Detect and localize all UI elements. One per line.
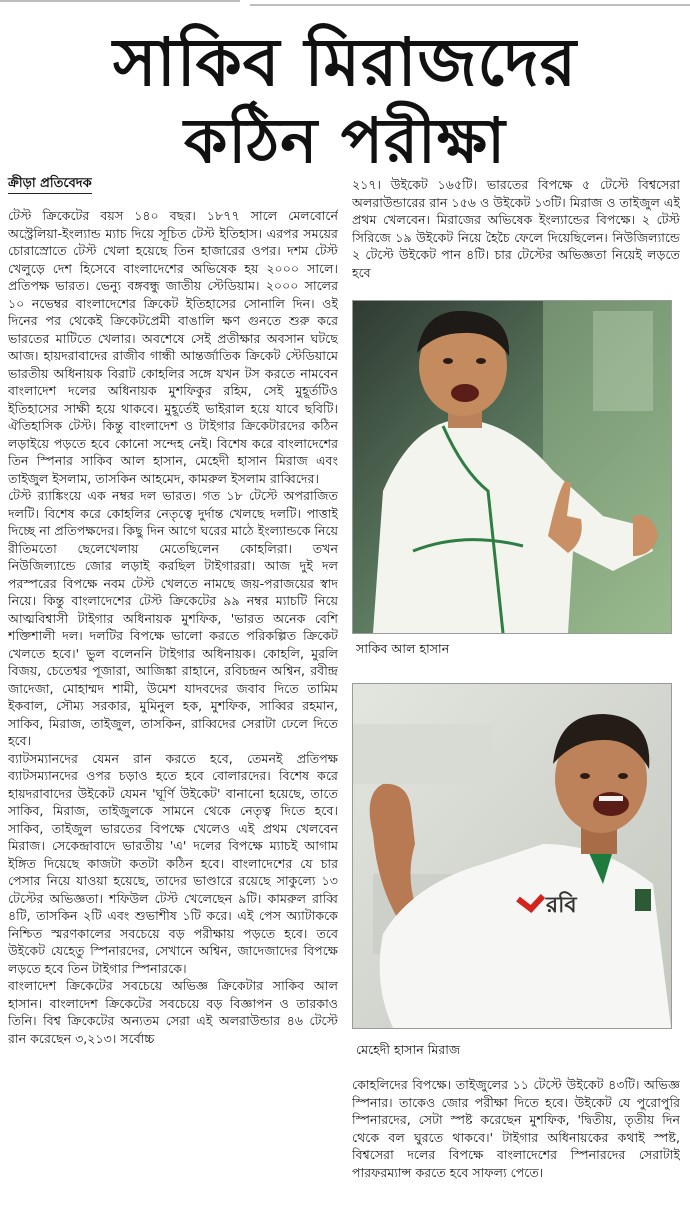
- article-paragraph: টেস্ট র‌্যাঙ্কিংয়ে এক নম্বর দল ভারত। গত ১৮ টেস্টে অপরাজিত দলটি। বিশেষ করে কোহলির নেতৃত্বে দুর্দান্ত খেলছে দলটি। পাত্তাই দিচ্ছে না প্রতিপক্ষদের। কিছু দিন আগে ঘরের মাঠে ইংল্যান্ডকে নিয়ে রীতিমতো ছেলেখেলায় মেতেছিলেন কোহলিরা। তখন নিউজিল্যান্ডে জোর লড়াই করছিল টাইগাররা। আজ দুই দল পরস্পরের বিপক্ষে নবম টেস্ট খেলতে নামছে জয়-পরাজয়ের স্বাদ নিয়ে। কিন্তু বাংলাদেশের টেস্ট ক্রিকেটের ৯৯ নম্বর ম্যাচটি নিয়ে আত্মবিশ্বাসী টাইগার অধিনায়ক মুশফিক, 'ভারত অনেক বেশি শক্তিশালী দল। দলটির বিপক্ষে ভালো করতে পরিকল্পিত ক্রিকেট খেলতে হবে।' ভুল বলেননি টাইগার অধিনায়ক। কোহলি, মুরলি বিজয়, চেতেশ্বর পূজারা, আজিঙ্কা রাহানে, রবিচন্দ্রন অশ্বিন, রবীন্দ্র জাদেজা, মোহাম্মদ শামী, উমেশ যাদবদের জবাব দিতে তামিম ইকবাল, সৌম্য সরকার, মুমিনুল হক, মুশফিক, সাব্বির রহমান, সাকিব, মিরাজ, তাইজুল, তাসকিন, রাব্বিদের সেরাটা ঢেলে দিতে হবে।: [8, 488, 338, 748]
- miraz-photo: [352, 683, 672, 1029]
- article-paragraph: বাংলাদেশ ক্রিকেটের সবচেয়ে অভিজ্ঞ ক্রিকেটার সাকিব আল হাসান। বাংলাদেশ ক্রিকেটের সবচেয়ে বড় বিজ্ঞাপন ও তারকাও তিনি। বিশ্ব ক্রিকেটের অন্যতম সেরা এই অলরাউন্ডার ৪৬ টেস্টে রান করেছেন ৩,২১৩। সর্বোচ্চ: [8, 978, 338, 1046]
- article-paragraph: টেস্ট ক্রিকেটের বয়স ১৪০ বছর। ১৮৭৭ সালে মেলবোর্নে অস্ট্রেলিয়া-ইংল্যান্ড ম্যাচ দিয়ে সূচিত টেস্ট ইতিহাস। এরপর সময়ের চোরাস্রোতে টেস্ট খেলা হয়েছে তিন হাজারের ওপর। দশম টেস্ট খেলুড়ে দেশ হিসেবে বাংলাদেশের অভিষেক হয় ২০০০ সালে। প্রতিপক্ষ ভারত। ভেন্যু বঙ্গবন্ধু জাতীয় স্টেডিয়াম। ২০০০ সালের ১০ নভেম্বর বাংলাদেশের ক্রিকেট ইতিহাসের সোনালি দিন। ওই দিনের পর থেকেই ক্রিকেটপ্রেমী বাঙালি ক্ষণ গুনতে শুরু করে ভারতের মাটিতে খেলার। অবশেষে সেই প্রতীক্ষার অবসান ঘটছে আজ। হায়দরাবাদের রাজীব গান্ধী আন্তর্জাতিক ক্রিকেট স্টেডিয়ামে ভারতীয় অধিনায়ক বিরাট কোহলির সঙ্গে যখন টস করতে নামবেন বাংলাদেশ দলের অধিনায়ক মুশফিকুর রহিম, সেই মুহূর্তটিও ইতিহাসের সাক্ষী হয়ে থাকবে। মুহূর্তেই ভাইরাল হয়ে যাবে ছবিটি। ঐতিহাসিক টেস্ট। কিন্তু বাংলাদেশ ও টাইগার ক্রিকেটারদের কঠিন লড়াইয়ে পড়তে হবে কোনো সন্দেহ নেই। বিশেষ করে বাংলাদেশের তিন স্পিনার সাকিব আল হাসান, মেহেদী হাসান মিরাজ এবং তাইজুল ইসলাম, তাসকিন আহমেদ, কামরুল ইসলাম রাব্বিদের।: [8, 208, 338, 486]
- article-left-column: [8, 207, 338, 1202]
- cricketer-celebrating-photo: [353, 301, 671, 633]
- headline-line-1: সাকিব মিরাজদের: [112, 24, 578, 101]
- top-rule-2: [250, 4, 690, 6]
- article-paragraph: ব্যাটসম্যানদের যেমন রান করতে হবে, তেমনই প্রতিপক্ষ ব্যাটসম্যানদের ওপর চড়াও হতে হবে বোলারদের। বিশেষ করে হায়দরাবাদের উইকেট যেমন 'ঘূর্ণি উইকেট' বানানো হয়েছে, তাতে সাকিব, মিরাজ, তাইজুলকে সামনে থেকে নেতৃত্ব দিতে হবে। সাকিব, তাইজুল ভারতের বিপক্ষে খেলেও এই প্রথম খেলবেন মিরাজ। সেকেন্দ্রাবাদে ভারতীয় 'এ' দলের বিপক্ষে ম্যাচই আগাম ইঙ্গিত দিয়েছে কাজটা কতটা কঠিন হবে। বাংলাদেশের যে চার পেসার নিয়ে যাওয়া হয়েছে, তাদের ভাণ্ডারে রয়েছে সাকুল্যে ১৩ টেস্টের অভিজ্ঞতা। শফিউল টেস্ট খেলেছেন ৯টি। কামরুল রাব্বি ৪টি, তাসকিন ২টি এবং শুভাশীষ ১টি করে। এই পেস অ্যাটাককে নিশ্চিত স্মরণকালের সবচেয়ে বড় পরীক্ষায় পড়তে হবে। তবে উইকেট যেহেতু স্পিনারদের, সেখানে অশ্বিন, জাদেজাদের বিপক্ষে লড়তে হবে তিন টাইগার স্পিনারকে।: [8, 750, 338, 976]
- photo-caption-shakib: সাকিব আল হাসান: [356, 641, 450, 656]
- article-paragraph: ২১৭। উইকেট ১৬৫টি। ভারতের বিপক্ষে ৫ টেস্টে বিশ্বসেরা অলরাউন্ডারের রান ১৫৬ ও উইকেট ১৩টি। মিরাজ ও তাইজুল এই প্রথম খেলবেন। মিরাজের অভিষেক ইংল্যান্ডের বিপক্ষে। ২ টেস্ট সিরিজে ১৯ উইকেট নিয়ে হৈচৈ ফেলে দিয়েছিলেন। নিউজিল্যান্ডে ২ টেস্টে উইকেট পান ৪টি। চার টেস্টের অভিজ্ঞতা নিয়েই লড়তে হবে: [352, 177, 680, 280]
- photo-caption-miraz: মেহেদী হাসান মিরাজ: [356, 1042, 461, 1057]
- article-right-bottom: [352, 1076, 680, 1206]
- article-right-top: [352, 176, 680, 292]
- byline: ক্রীড়া প্রতিবেদক: [8, 175, 92, 194]
- headline-line-2: কঠিন পরীক্ষা: [184, 104, 506, 177]
- top-rule: [0, 0, 240, 2]
- article-paragraph: কোহলিদের বিপক্ষে। তাইজুলের ১১ টেস্টে উইকেট ৪৩টি। অভিজ্ঞ স্পিনার। তাকেও জোর পরীক্ষা দিতে হবে। উইকেট যে পুরোপুরি স্পিনারদের, সেটা স্পষ্ট করেছেন মুশফিক, 'দ্বিতীয়, তৃতীয় দিন থেকে বল ঘুরতে থাকবে।' টাইগার অধিনায়কের কথাই স্পষ্ট, বিশ্বসেরা দলের বিপক্ষে বাংলাদেশের স্পিনারদের সেরাটাই পারফরম্যান্স করতে হবে সাফল্য পেতে।: [352, 1077, 680, 1180]
- jersey-sponsor: রবি: [546, 893, 577, 918]
- cricketer-celebrating-photo: [353, 684, 671, 1028]
- shakib-photo: [352, 300, 672, 634]
